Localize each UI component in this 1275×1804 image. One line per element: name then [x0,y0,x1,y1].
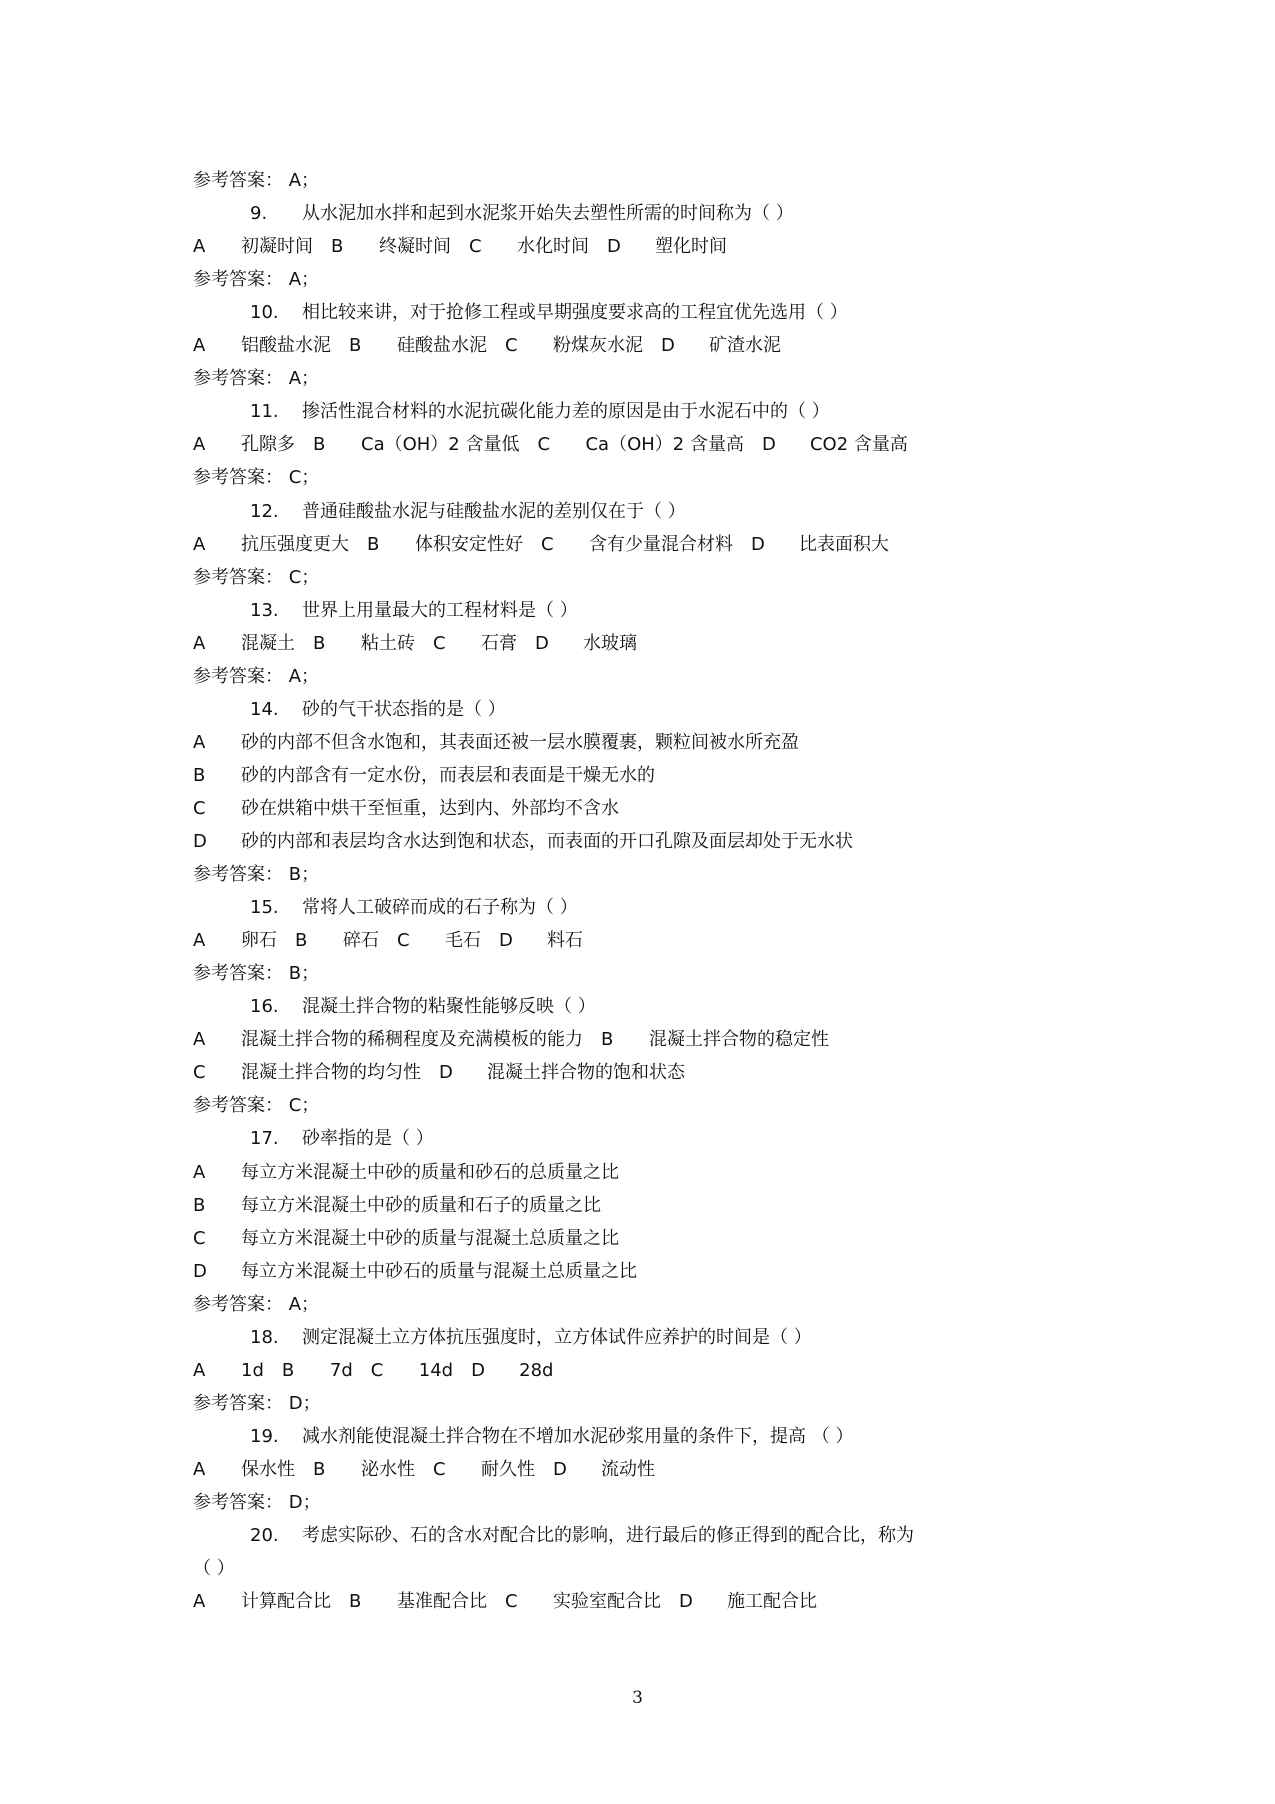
answer-text: 参考答案： B； [193,963,320,984]
option-letter: D [553,1459,567,1480]
options-line [193,1356,571,1386]
question-text: 考虑实际砂、石的含水对配合比的影响，进行最后的修正得到的配合比，称为 [302,1525,914,1546]
option-line [193,794,619,824]
option [371,1356,471,1386]
option-text: 7d [329,1360,353,1381]
question-number: 12. [250,501,279,522]
options-line [193,430,926,460]
answer-text: 参考答案： A； [193,1294,320,1315]
option [193,1058,439,1088]
answer-text: 参考答案： A； [193,368,320,389]
answer-text: 参考答案： A； [193,170,320,191]
option [193,926,295,956]
question-line [250,298,848,328]
answer-text: 参考答案： D； [193,1393,321,1414]
question-text: 世界上用量最大的工程材料是（ ） [302,600,578,621]
option-text: 泌水性 [361,1459,415,1480]
option-letter: D [751,534,765,555]
option-letter: A [193,1459,206,1480]
option [295,926,397,956]
option-text: 砂的内部和表层均含水达到饱和状态，而表面的开口孔隙及面层却处于无水状 [241,831,853,852]
option-text: 粉煤灰水泥 [553,335,643,356]
page-number: 3 [632,1688,643,1708]
option-text: 实验室配合比 [553,1591,661,1612]
option-letter: D [761,434,776,455]
option-letter: A [193,930,206,951]
option-letter: D [499,930,513,951]
option-line [193,1257,637,1287]
option-letter: A [193,633,206,654]
option-text: 比表面积大 [799,534,889,555]
option-text: 每立方米混凝土中砂石的质量与混凝土总质量之比 [241,1261,637,1282]
option-letter: C [193,1062,206,1083]
option [553,1455,673,1485]
question-line [250,695,506,725]
question-number: 10. [250,302,279,323]
option [607,232,745,262]
option-letter: C [541,534,554,555]
answer-text: 参考答案： D； [193,1492,321,1513]
option-text: 每立方米混凝土中砂的质量与混凝土总质量之比 [241,1228,619,1249]
answer-line [193,1488,321,1518]
option-letter: B [349,1591,362,1612]
option-letter: B [295,930,308,951]
option-text: 硅酸盐水泥 [397,335,487,356]
question-number: 16. [250,996,279,1017]
question-line [250,1124,434,1154]
question-text: 混凝土拌合物的粘聚性能够反映（ ） [302,996,596,1017]
option-text: Ca（OH）2 含量低 [361,434,520,455]
option-text: 抗压强度更大 [241,534,349,555]
answer-text: 参考答案： A； [193,269,320,290]
question-line [250,1521,914,1551]
option [433,629,535,659]
option [193,629,313,659]
options-line [193,1455,673,1485]
option-letter: A [193,1360,206,1381]
option-text: 混凝土拌合物的均匀性 [241,1062,421,1083]
question-line [250,497,686,527]
option-letter: B [313,633,326,654]
options-line [193,629,655,659]
option-letter: A [193,335,206,356]
option [349,331,505,361]
option [541,530,751,560]
option-text: 每立方米混凝土中砂的质量和石子的质量之比 [241,1195,601,1216]
question-number: 19. [250,1426,279,1447]
answer-text: 参考答案： C； [193,467,320,488]
options-line [193,1587,835,1617]
option [535,629,655,659]
question-text: 常将人工破碎而成的石子称为（ ） [302,897,578,918]
option [471,1356,571,1386]
option-text: 砂在烘箱中烘干至恒重，达到内、外部均不含水 [241,798,619,819]
option-text: 28d [519,1360,554,1381]
question-number: 20. [250,1525,279,1546]
question-number: 18. [250,1327,279,1348]
option-letter: B [281,1360,295,1381]
option-text: Ca（OH）2 含量高 [585,434,744,455]
options-line [193,530,907,560]
option-letter: B [331,236,344,257]
option-letter: B [313,1459,326,1480]
option-text: 施工配合比 [727,1591,817,1612]
option-letter: B [193,765,206,786]
option-text: 保水性 [241,1459,295,1480]
option [313,430,537,460]
option [193,530,367,560]
option-text: 水玻璃 [583,633,637,654]
options-line [193,1025,847,1055]
option-text: 水化时间 [517,236,589,257]
option [397,926,499,956]
option [499,926,601,956]
option-line [193,827,853,857]
option-letter: A [193,236,206,257]
answer-text: 参考答案： A； [193,666,320,687]
option-letter: A [193,434,206,455]
option-letter: C [193,798,206,819]
option [282,1356,371,1386]
option [331,232,469,262]
option-letter: C [469,236,482,257]
question-line [250,596,578,626]
option [193,232,331,262]
option-line [193,1224,619,1254]
option [313,1455,433,1485]
option-letter: C [537,434,551,455]
option-text: 耐久性 [481,1459,535,1480]
option-text: 粘土砖 [361,633,415,654]
option-letter: C [505,1591,518,1612]
option-letter: C [433,1459,446,1480]
option-letter: C [505,335,518,356]
option [313,629,433,659]
option-text: 含有少量混合材料 [589,534,733,555]
option [469,232,607,262]
question-line [250,199,794,229]
option [505,1587,679,1617]
option-line [193,1191,601,1221]
option [762,430,926,460]
option-letter: B [601,1029,614,1050]
options-line [193,331,799,361]
option [439,1058,703,1088]
option [193,1356,282,1386]
option [193,1025,601,1055]
option-text: 料石 [547,930,583,951]
option-letter: D [607,236,621,257]
question-text: 相比较来讲，对于抢修工程或早期强度要求高的工程宜优先选用（ ） [302,302,848,323]
option-text: 卵石 [241,930,277,951]
option-text: 矿渣水泥 [709,335,781,356]
question-text: 砂的气干状态指的是（ ） [302,699,506,720]
answer-line [193,1290,319,1320]
option-text: 砂的内部不但含水饱和，其表面还被一层水膜覆裹，颗粒间被水所充盈 [241,732,799,753]
answer-line [193,1091,319,1121]
option-text: 石膏 [481,633,517,654]
option-text: 塑化时间 [655,236,727,257]
option [193,1455,313,1485]
option-text: 碎石 [343,930,379,951]
continuation-line [193,1554,235,1584]
option-letter: D [661,335,675,356]
option-text: 每立方米混凝土中砂的质量和砂石的总质量之比 [241,1162,619,1183]
option-text: 终凝时间 [379,236,451,257]
option-letter: D [193,1261,207,1282]
option-text: 14d [418,1360,454,1381]
question-text: 掺活性混合材料的水泥抗碳化能力差的原因是由于水泥石中的（ ） [302,401,830,422]
option-letter: A [193,1591,206,1612]
option-text: 体积安定性好 [415,534,523,555]
options-line [193,1058,703,1088]
option-letter: B [367,534,380,555]
option-text: 毛石 [445,930,481,951]
option-letter: D [679,1591,693,1612]
option [505,331,661,361]
option-letter: A [193,732,206,753]
option-letter: A [193,1162,206,1183]
option [193,430,313,460]
option-letter: D [439,1062,453,1083]
question-line [250,1323,812,1353]
option-line [193,728,799,758]
option-text: 孔隙多 [241,434,295,455]
option-text: 混凝土拌合物的稀稠程度及充满模板的能力 [241,1029,583,1050]
option-letter: C [370,1360,384,1381]
question-text: 砂率指的是（ ） [302,1128,434,1149]
option-letter: D [193,831,207,852]
question-line [250,893,578,923]
option-text: 砂的内部含有一定水份，而表层和表面是干燥无水的 [241,765,655,786]
answer-text: 参考答案： B； [193,864,320,885]
option-letter: B [193,1195,206,1216]
answer-line [193,563,319,593]
option [367,530,541,560]
question-text: 从水泥加水拌和起到水泥浆开始失去塑性所需的时间称为（ ） [302,203,794,224]
option-letter: C [193,1228,206,1249]
option-letter: D [471,1360,485,1381]
option [601,1025,847,1055]
option-line [193,761,655,791]
option-text: 流动性 [601,1459,655,1480]
option-letter: C [433,633,446,654]
answer-line [193,860,319,890]
option-line [193,1158,619,1188]
option [349,1587,505,1617]
option-text: CO2 含量高 [809,434,908,455]
option-text: 初凝时间 [241,236,313,257]
question-line [250,1422,853,1452]
option [679,1587,835,1617]
question-number: 15. [250,897,279,918]
answer-line [193,265,319,295]
answer-text: 参考答案： C； [193,1095,320,1116]
option-text: 混凝土拌合物的饱和状态 [487,1062,685,1083]
question-line [250,397,830,427]
answer-line [193,662,319,692]
answer-text: 参考答案： C； [193,567,320,588]
option-text: 铝酸盐水泥 [241,335,331,356]
question-text: 减水剂能使混凝土拌合物在不增加水泥砂浆用量的条件下，提高 （ ） [302,1426,854,1447]
question-text: 普通硅酸盐水泥与硅酸盐水泥的差别仅在于（ ） [302,501,686,522]
answer-line [193,364,319,394]
option-text: 基准配合比 [397,1591,487,1612]
question-line [250,992,596,1022]
option-letter: D [535,633,549,654]
options-line [193,232,745,262]
answer-line [193,166,319,196]
option-letter: B [349,335,362,356]
option-letter: A [193,534,206,555]
question-number: 13. [250,600,279,621]
question-number: 17. [250,1128,279,1149]
answer-line [193,463,319,493]
option [193,331,349,361]
option [661,331,799,361]
option-letter: C [397,930,410,951]
option [537,430,761,460]
question-number: 9. [250,203,268,224]
answer-line [193,959,319,989]
option [751,530,907,560]
option-text: 1d [241,1360,264,1381]
question-number: 11. [250,401,279,422]
answer-line [193,1389,321,1419]
question-text: 测定混凝土立方体抗压强度时，立方体试件应养护的时间是（ ） [302,1327,812,1348]
option-letter: B [313,434,326,455]
option-text: 计算配合比 [241,1591,331,1612]
option-text: 混凝土 [241,633,295,654]
option [193,1587,349,1617]
option [433,1455,553,1485]
question-number: 14. [250,699,279,720]
options-line [193,926,601,956]
option-letter: A [193,1029,206,1050]
option-text: 混凝土拌合物的稳定性 [649,1029,829,1050]
line-text: （ ） [193,1558,235,1579]
